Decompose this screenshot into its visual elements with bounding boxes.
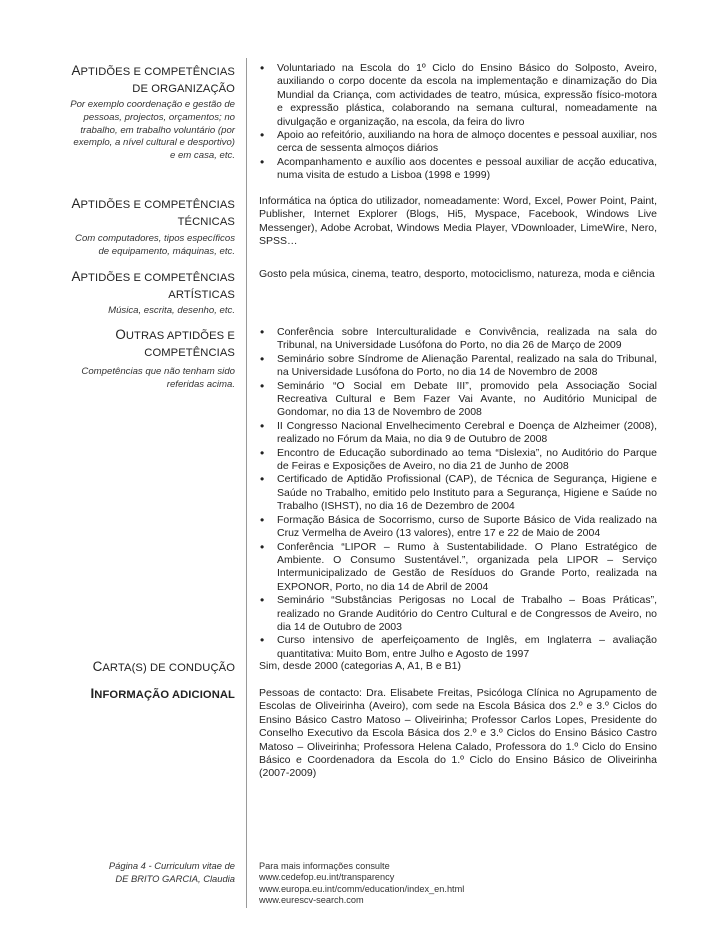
list-item: • II Congresso Nacional Envelhecimento Cerebral e Doença de Alzheimer (2008), realizado no Fórum da Maia, no dia 9 de Outubro de 2008	[259, 420, 657, 447]
driving-license-title: CARTA(S) DE CONDUÇÃO	[92, 659, 235, 674]
list-item: • Certificado de Aptidão Profissional (CAP), de Técnica de Segurança, Higiene e Saúde no Trabalho, emitido pelo Instituto para a Segurança, Higiene e Saúde no Trabalho (ISHST), no dia 16 de Dezembro de 2004	[259, 473, 657, 513]
list-item: • Seminário “O Social em Debate III”, promovido pela Associação Social Recreativa Cultural e Bem Fazer Vai Avante, no Auditório Municipal de Gondomar, no dia 13 de Novembro de 2008	[259, 380, 657, 420]
footer-link-europa[interactable]: www.europa.eu.int/comm/education/index_en.html	[259, 883, 465, 894]
organizational-skills-title: APTIDÕES E COMPETÊNCIAS DE ORGANIZAÇÃO	[71, 63, 235, 95]
other-skills-content	[259, 326, 657, 661]
list-item: • Formação Básica de Socorrismo, curso de Suporte Básico de Vida realizado na Cruz Vermelha de Aveiro (13 valores), entre 17 e 22 de Maio de 2004	[259, 514, 657, 541]
driving-license-heading	[70, 658, 235, 677]
other-skills-list	[259, 326, 657, 661]
artistic-skills-heading	[70, 268, 235, 318]
organizational-skills-content	[259, 62, 657, 183]
list-item: • Encontro de Educação subordinado ao tema “Dislexia”, no Auditório do Parque de Feiras e Exposições de Aveiro, no dia 21 de Junho de 2008	[259, 447, 657, 474]
technical-skills-title: APTIDÕES E COMPETÊNCIAS TÉCNICAS	[71, 196, 235, 228]
organizational-skills-heading	[70, 62, 235, 163]
artistic-skills-text: Gosto pela música, cinema, teatro, desporto, motociclismo, natureza, moda e ciência	[259, 268, 655, 280]
additional-info-heading	[70, 685, 235, 704]
footer-author-line: DE BRITO GARCIA, Claudia	[115, 872, 235, 884]
technical-skills-heading	[70, 195, 235, 259]
list-item: • Curso intensivo de aperfeiçoamento de Inglês, em Inglaterra – avaliação quantitativa: Muito Bom, entre Julho e Agosto de 1997	[259, 634, 657, 661]
other-skills-subtitle: Competências que não tenham sido referidas acima.	[81, 366, 235, 390]
column-divider	[246, 58, 247, 908]
list-item: • Voluntariado na Escola do 1º Ciclo do Ensino Básico do Solposto, Aveiro, auxiliando o corpo docente da escola na implementação e dinamização do Dia Mundial da Criança, com actividades de teatro, música, expressão físico-motora e expressão plástica, colaborando na semana cultural, nomeadamente na divulgação e organização, na escola, da feira do livro	[259, 62, 657, 129]
driving-license-text: Sim, desde 2000 (categorias A, A1, B e B1)	[259, 660, 461, 672]
additional-info-title: INFORMAÇÃO ADICIONAL	[90, 686, 235, 701]
footer-page-line: Página 4 - Curriculum vitae de	[108, 860, 235, 871]
list-item: • Acompanhamento e auxílio aos docentes e pessoal auxiliar de acção educativa, numa visita de estudo a Lisboa (1998 e 1999)	[259, 156, 657, 183]
list-item: • Conferência “LIPOR – Rumo à Sustentabilidade. O Plano Estratégico de Ambiente. O Consumo Sustentável.”, organizada pela LIPOR – Serviço Intermunicipalizado de Gestão de Resíduos do Grande Porto, realizada na EXPONOR, Porto, no dia 14 de Abril de 2004	[259, 541, 657, 595]
organizational-skills-subtitle: Por exemplo coordenação e gestão de pessoas, projectos, orçamentos; no trabalho, em trabalho voluntário (por exemplo, a nível cultural e desportivo) e em casa, etc.	[70, 99, 235, 162]
other-skills-title: OUTRAS APTIDÕES E COMPETÊNCIAS	[115, 327, 235, 359]
footer-link-eurescv[interactable]: www.eurescv-search.com	[259, 895, 364, 906]
list-item: • Conferência sobre Interculturalidade e Convivência, realizada na sala do Tribunal, na Universidade Lusófona do Porto, no dia 26 de Março de 2009	[259, 326, 657, 353]
artistic-skills-subtitle: Música, escrita, desenho, etc.	[108, 305, 235, 316]
organizational-skills-list	[259, 62, 657, 183]
footer-info-label: Para mais informações consulte	[259, 861, 390, 871]
list-item: • Seminário sobre Síndrome de Alienação Parental, realizado na sala do Tribunal, na Universidade Lusófona do Porto, no dia 14 de Novembro de 2008	[259, 353, 657, 380]
list-item: • Apoio ao refeitório, auxiliando na hora de almoço docentes e pessoal auxiliar, nos cerca de sessenta almoços diários	[259, 129, 657, 156]
additional-info-text: Pessoas de contacto: Dra. Elisabete Freitas, Psicóloga Clínica no Agrupamento de Escolas de Oliveirinha (Aveiro), com sede na Escola Básica dos 2.º e 3.º Ciclos do Ensino Básico Castro Matoso – Oliveirinha; Professor Carlos Lopes, Presidente do Conselho Executivo da Escola Básica dos 2.º e 3.º Ciclos do Ensino Básico Castro Matoso – Oliveirinha; Professora Helena Calado, Professora do 1.º Ciclo do Ensino Básico e Coordenadora da Escola do 1.º Ciclo do Ensino Básico de Oliveirinha (2007-2009)	[259, 687, 657, 780]
footer-link-cedefop[interactable]: www.cedefop.eu.int/transparency	[259, 872, 395, 883]
list-item: • Seminário “Substâncias Perigosas no Local de Trabalho – Boas Práticas”, realizado no Grande Auditório do Centro Cultural e de Congressos de Aveiro, no dia 14 de Outubro de 2003	[259, 594, 657, 634]
technical-skills-text: Informática na óptica do utilizador, nomeadamente: Word, Excel, Power Point, Paint, Publisher, Internet Explorer (Blogs, Hi5, Myspace, Facebook, Windows Live Messenger), Adobe Acrobat, Windows Media Player, VDownloader, LimeWire, Nero, SPSS…	[259, 195, 657, 248]
footer-page-info	[70, 860, 235, 885]
technical-skills-subtitle: Com computadores, tipos específicos de equipamento, máquinas, etc.	[75, 233, 235, 257]
other-skills-heading	[70, 326, 235, 392]
footer-links	[259, 861, 559, 907]
artistic-skills-title: APTIDÕES E COMPETÊNCIAS ARTÍSTICAS	[71, 269, 235, 301]
